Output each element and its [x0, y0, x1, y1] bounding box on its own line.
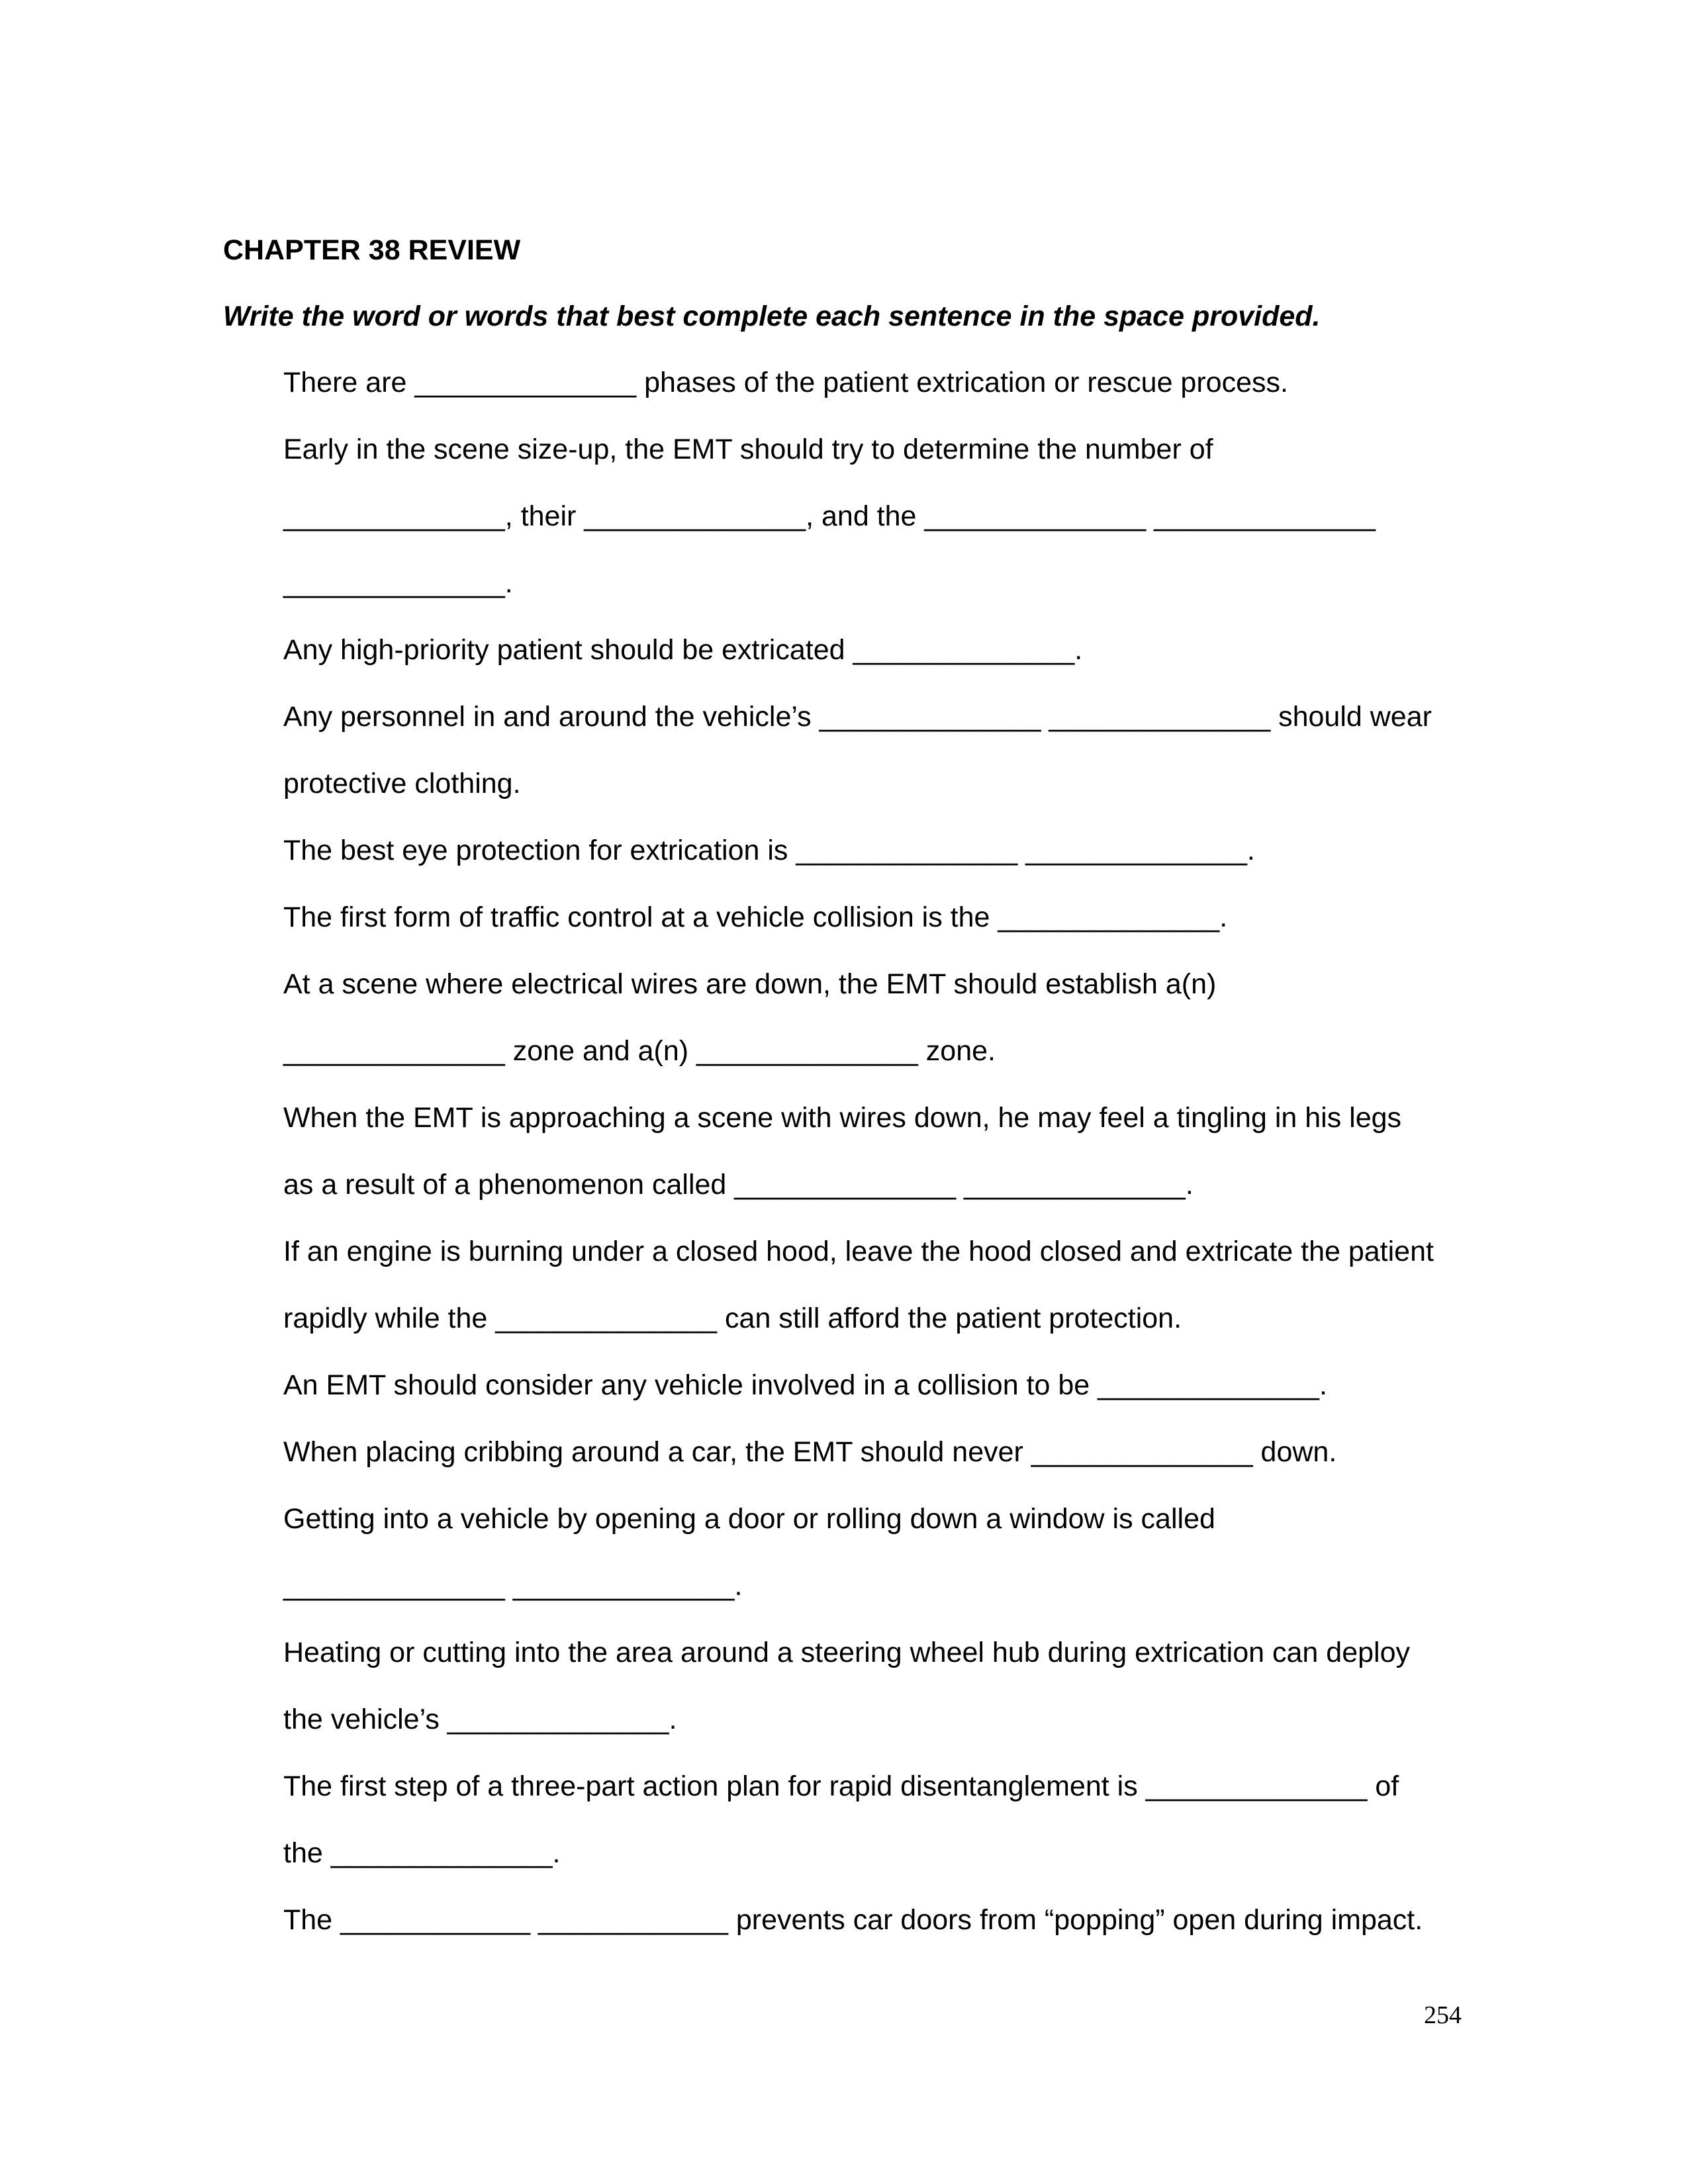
question-text: The ____________ ____________ prevents car doors from “popping” open during impact. [283, 1904, 1423, 1936]
question-text: ______________. [283, 567, 513, 599]
question-text: At a scene where electrical wires are down, the EMT should establish a(n) [283, 968, 1217, 1000]
question-text: the vehicle’s ______________. [283, 1704, 677, 1735]
question-text: rapidly while the ______________ can still afford the patient protection. [283, 1302, 1182, 1334]
question-text: ______________, their ______________, and the ______________ ______________ [283, 500, 1376, 532]
question-text: the ______________. [283, 1837, 561, 1869]
question-text: The first form of traffic control at a vehicle collision is the ______________. [283, 901, 1228, 933]
question-text: Any high-priority patient should be extricated ______________. [283, 634, 1083, 666]
question-text: ______________ ______________. [283, 1570, 743, 1602]
question-text: If an engine is burning under a closed hood, leave the hood closed and extricate the patient [283, 1236, 1434, 1267]
instructions: Write the word or words that best complete each sentence in the space provided. [223, 300, 1321, 332]
question-text: There are ______________ phases of the patient extrication or rescue process. [283, 367, 1288, 398]
chapter-title: CHAPTER 38 REVIEW [223, 234, 521, 266]
page-number: 254 [1424, 2001, 1462, 2029]
question-text: ______________ zone and a(n) ______________ zone. [283, 1035, 996, 1067]
question-text: The best eye protection for extrication is ______________ ______________. [283, 835, 1255, 866]
question-text: When the EMT is approaching a scene with wires down, he may feel a tingling in his legs [283, 1102, 1402, 1134]
question-text: as a result of a phenomenon called ______________ ______________. [283, 1169, 1194, 1201]
question-text: Early in the scene size-up, the EMT should try to determine the number of [283, 433, 1213, 465]
question-text: When placing cribbing around a car, the EMT should never ______________ down. [283, 1436, 1337, 1468]
question-text: The first step of a three-part action plan for rapid disentanglement is ______________ of [283, 1770, 1399, 1802]
question-text: Heating or cutting into the area around a steering wheel hub during extrication can deploy [283, 1637, 1410, 1668]
question-text: Any personnel in and around the vehicle’s ______________ ______________ should wear [283, 701, 1432, 733]
question-text: Getting into a vehicle by opening a door or rolling down a window is called [283, 1503, 1215, 1535]
question-text: An EMT should consider any vehicle involved in a collision to be ______________. [283, 1369, 1327, 1401]
question-text: protective clothing. [283, 768, 521, 799]
